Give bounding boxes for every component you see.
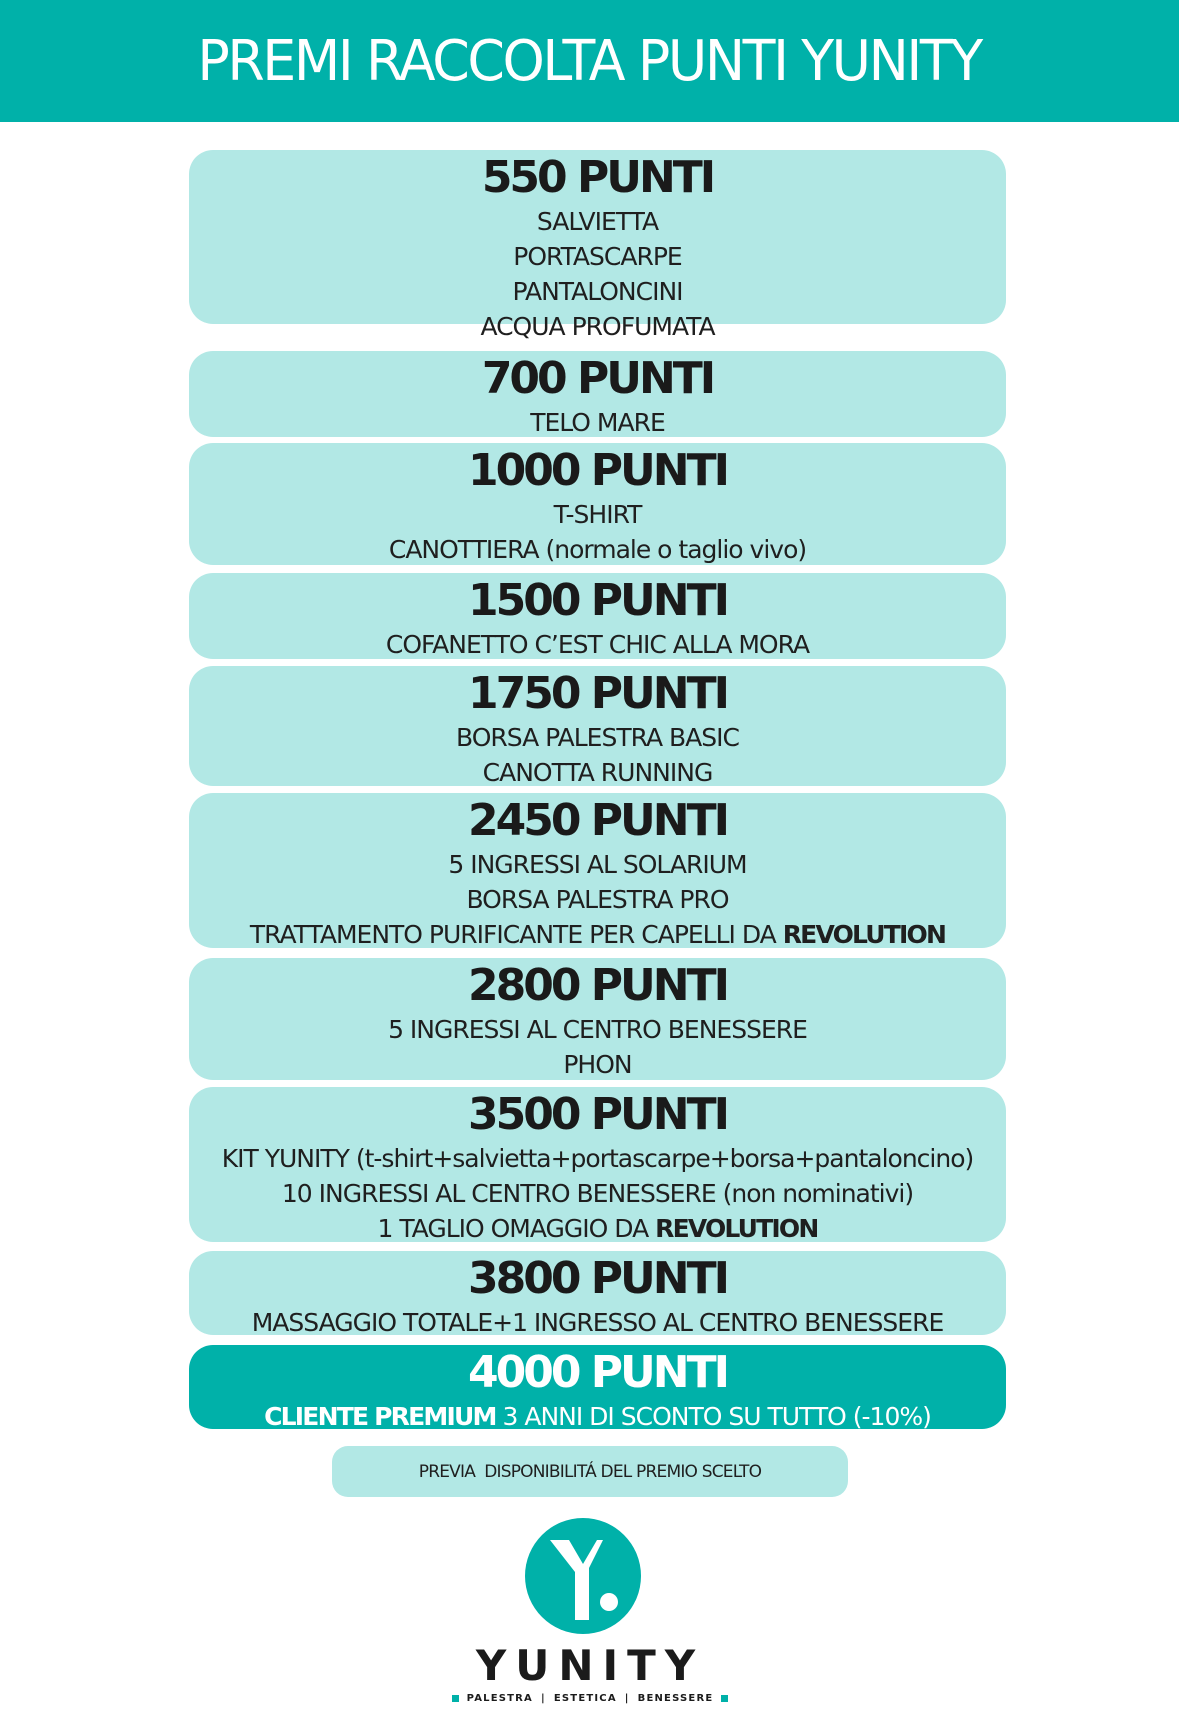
reward-tier-550: [189, 150, 1006, 341]
tier-points: 1000 PUNTI: [468, 445, 727, 496]
tier-points: 3800 PUNTI: [468, 1253, 727, 1304]
brand-revolution: REVOLUTION: [782, 920, 946, 949]
tier-item: T-SHIRT: [553, 500, 642, 529]
tier-item: 5 INGRESSI AL SOLARIUM: [448, 850, 747, 879]
page-title: PREMI RACCOLTA PUNTI YUNITY: [197, 28, 982, 94]
tier-item: MASSAGGIO TOTALE+1 INGRESSO AL CENTRO BENESSERE: [251, 1308, 944, 1337]
reward-tier-1750: [189, 666, 1006, 786]
reward-tier-2800: [189, 958, 1006, 1080]
yunity-logo: [389, 1512, 791, 1708]
tier-item: PORTASCARPE: [513, 242, 682, 271]
page-header: [0, 0, 1179, 122]
tier-item: PANTALONCINI: [512, 277, 683, 306]
tier-item: SALVIETTA: [536, 207, 659, 236]
reward-tier-2450: [189, 793, 1006, 948]
tag-dot-icon: [452, 1695, 459, 1702]
tier-item: TELO MARE: [530, 408, 665, 437]
reward-tier-700: [189, 351, 1006, 437]
tier-item: PHON: [563, 1050, 632, 1079]
tier-points: 3500 PUNTI: [468, 1089, 727, 1140]
tier-item: COFANETTO C’EST CHIC ALLA MORA: [385, 630, 810, 659]
tier-item: CLIENTE PREMIUM 3 ANNI DI SCONTO SU TUTTO (-10%): [264, 1402, 931, 1431]
tier-points: 1500 PUNTI: [468, 575, 727, 626]
availability-note: PREVIA DISPONIBILITÁ DEL PREMIO SCELTO: [332, 1446, 848, 1497]
tier-points: 2450 PUNTI: [468, 795, 727, 846]
reward-tier-3500: [189, 1087, 1006, 1242]
yunity-wordmark: YUNITY: [475, 1641, 705, 1690]
tier-points: 1750 PUNTI: [468, 668, 727, 719]
tag-dot-icon: [721, 1695, 728, 1702]
yunity-tagline: PALESTRA | ESTETICA | BENESSERE: [389, 1693, 791, 1704]
tier-item: BORSA PALESTRA BASIC: [456, 723, 739, 752]
premium-label: CLIENTE PREMIUM: [264, 1402, 496, 1431]
tier-points: 700 PUNTI: [481, 353, 714, 404]
reward-tier-3800: [189, 1251, 1006, 1335]
tier-item: TRATTAMENTO PURIFICANTE PER CAPELLI DA REVOLUTION: [249, 920, 946, 949]
tier-item: KIT YUNITY (t-shirt+salvietta+portascarpe+borsa+pantaloncino): [221, 1144, 974, 1173]
reward-tier-1000: [189, 443, 1006, 565]
reward-tier-1500: [189, 573, 1006, 659]
tier-item: BORSA PALESTRA PRO: [466, 885, 729, 914]
reward-tier-4000: [189, 1345, 1006, 1429]
yunity-logo-mark-icon: [523, 1516, 643, 1636]
tier-points: 550 PUNTI: [481, 152, 714, 203]
tier-item: 5 INGRESSI AL CENTRO BENESSERE: [388, 1015, 807, 1044]
tier-item: CANOTTA RUNNING: [482, 758, 713, 787]
brand-revolution: REVOLUTION: [655, 1214, 818, 1243]
tier-points: 2800 PUNTI: [468, 960, 727, 1011]
tier-points: 4000 PUNTI: [468, 1347, 727, 1398]
tier-item: ACQUA PROFUMATA: [480, 312, 715, 341]
tier-item: 1 TAGLIO OMAGGIO DA REVOLUTION: [377, 1214, 818, 1243]
tier-item: 10 INGRESSI AL CENTRO BENESSERE (non nominativi): [281, 1179, 914, 1208]
tier-item: CANOTTIERA (normale o taglio vivo): [388, 535, 807, 564]
